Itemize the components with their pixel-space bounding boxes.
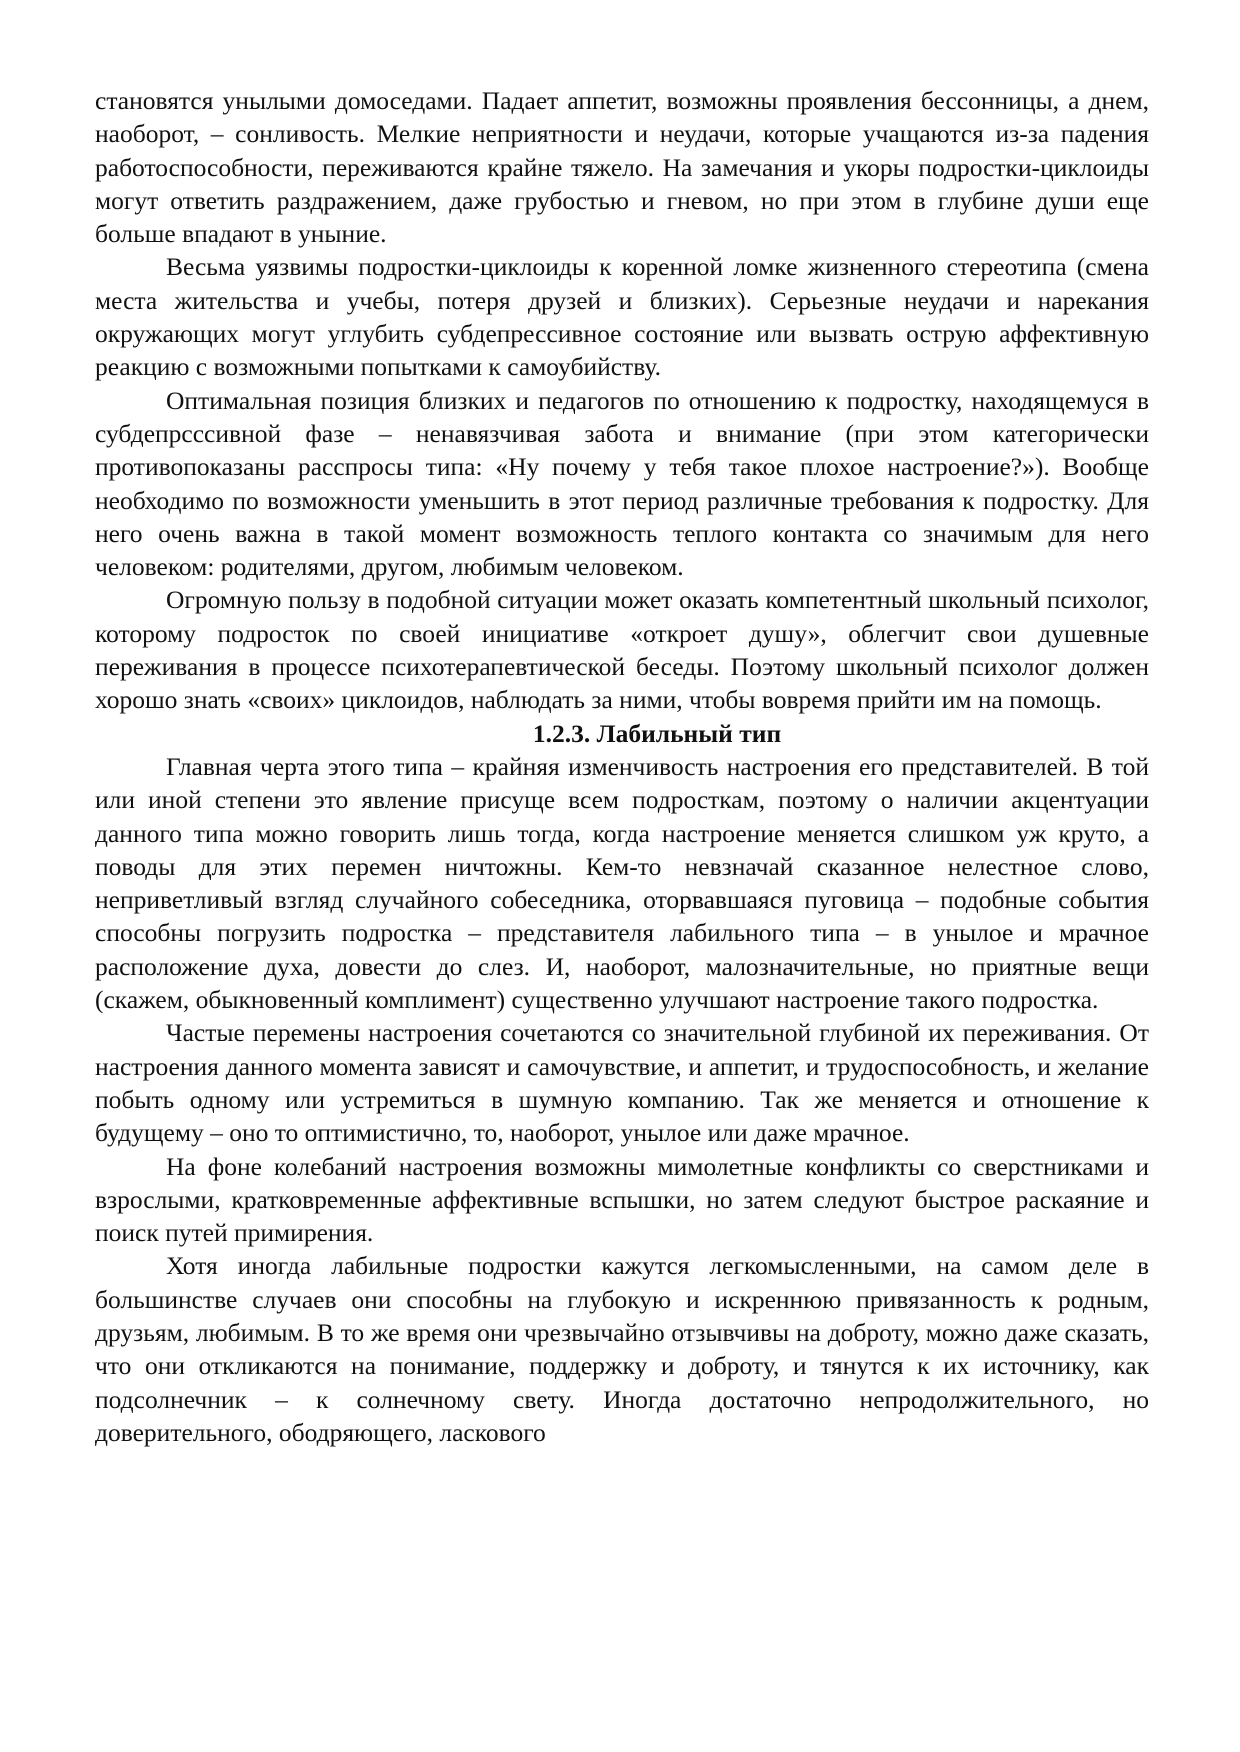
paragraph: Весьма уязвимы подростки-циклоиды к коренной ломке жизненного стереотипа (смена места жительства и учебы, потеря друзей и близких). Серьезные неудачи и нарекания окружающих могут углубить субдепрессивное состояние или вызвать острую аффективную реакцию с возможными попытками к самоубийству. [95, 252, 1149, 382]
document-page [95, 84, 1149, 1449]
paragraph: Частые перемены настроения сочетаются со значительной глубиной их переживания. От настроения данного момента зависят и самочувствие, и аппетит, и трудоспособность, и желание побыть одному или устремиться в шумную компанию. Так же меняется и отношение к будущему – оно то оптимистично, то, наоборот, унылое или даже мрачное. [95, 1018, 1149, 1148]
paragraph: На фоне колебаний настроения возможны мимолетные конфликты со сверстниками и взрослыми, кратковременные аффективные вспышки, но затем следуют быстрое раскаяние и поиск путей примирения. [95, 1151, 1149, 1248]
paragraph: Главная черта этого типа – крайняя изменчивость настроения его представителей. В той или иной степени это явление присуще всем подросткам, поэтому о наличии акцентуации данного типа можно говорить лишь тогда, когда настроение меняется слишком уж круто, а поводы для этих перемен ничтожны. Кем-то невзначай сказанное нелестное слово, неприветливый взгляд случайного собеседника, оторвавшаяся пуговица – подобные события способны погрузить подростка – представителя лабильного типа – в унылое и мрачное расположение духа, довести до слез. И, наоборот, малозначительные, но приятные вещи (скажем, обыкновенный комплимент) существенно улучшают настроение такого подростка. [95, 751, 1149, 1015]
section-heading: 1.2.3. Лабильный тип [532, 718, 782, 748]
paragraph-last: Хотя иногда лабильные подростки кажутся легкомысленными, на самом деле в большинстве случаев они способны на глубокую и искреннюю привязанность к родным, друзьям, любимым. В то же время они чрезвычайно отзывчивы на доброту, можно даже сказать, что они откликаются на понимание, поддержку и доброту, и тянутся к их источнику, как подсолнечник – к солнечному свету. Иногда достаточно непродолжительного, но доверительного, ободряющего, ласкового [95, 1251, 1149, 1447]
paragraph: Огромную пользу в подобной ситуации может оказать компетентный школьный психолог, которому подросток по своей инициативе «откроет душу», облегчит свои душевные переживания в процессе психотерапевтической беседы. Поэтому школьный психолог должен хорошо знать «своих» циклоидов, наблюдать за ними, чтобы вовремя прийти им на помощь. [95, 585, 1149, 715]
paragraph-continuation: становятся унылыми домоседами. Падает аппетит, возможны проявления бессонницы, а днем, наоборот, – сонливость. Мелкие неприятности и неудачи, которые учащаются из-за падения работоспособности, переживаются крайне тяжело. На замечания и укоры подростки-циклоиды могут ответить раздражением, даже грубостью и гневом, но при этом в глубине души еще больше впадают в уныние. [95, 86, 1149, 249]
paragraph: Оптимальная позиция близких и педагогов по отношению к подростку, находящемуся в субдепрсссивной фазе – ненавязчивая забота и внимание (при этом категорически противопоказаны расспросы типа: «Ну почему у тебя такое плохое настроение?»). Вообще необходимо по возможности уменьшить в этот период различные требования к подростку. Для него очень важна в такой момент возможность теплого контакта со значимым для него человеком: родителями, другом, любимым человеком. [95, 385, 1149, 582]
